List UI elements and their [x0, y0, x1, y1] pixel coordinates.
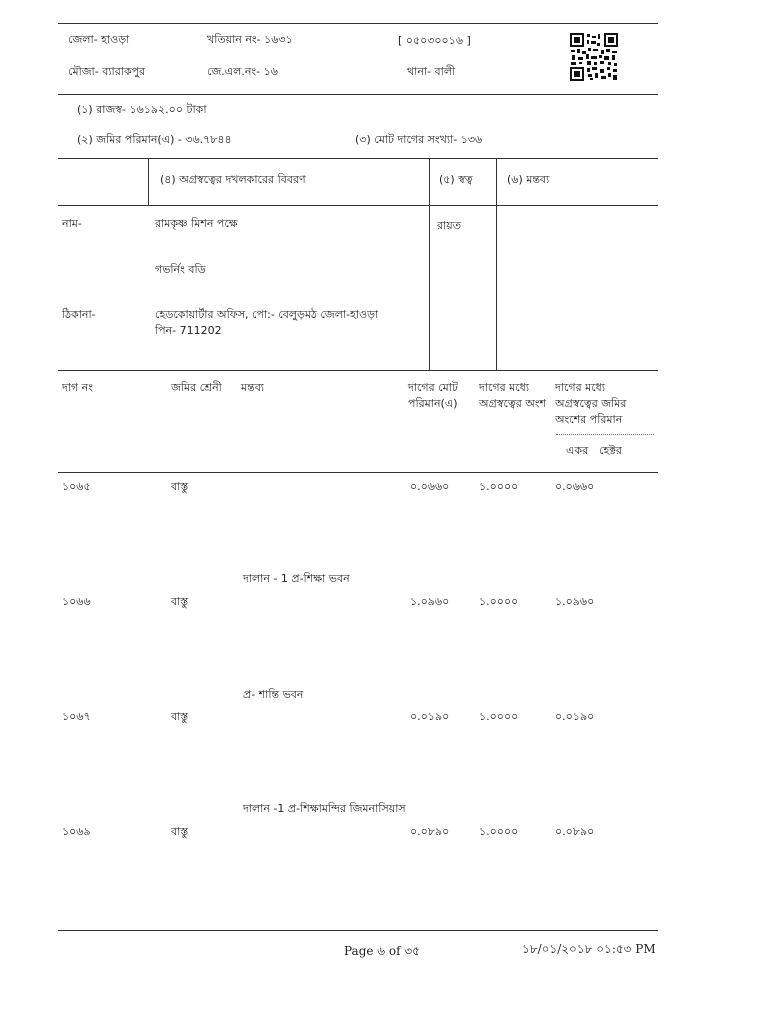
land-area-line: (২) জমির পরিমান(এ) - ৩৬.৭৮৪৪	[77, 133, 232, 146]
table-row-plot-no: ১০৬৫	[62, 480, 91, 493]
table-row-share-area: ১.০৯৬০	[555, 595, 595, 608]
mouza-label: মৌজা- ব্যারাকপুর	[68, 65, 146, 78]
owner-table-bottom-rule	[58, 370, 658, 371]
table-row-total-area: ০.০৮৯০	[410, 825, 450, 838]
right-header: (৫) স্বত্ব	[439, 173, 473, 186]
owner-details-header: (৪) অগ্রস্বত্বের দখলকারের বিবরণ	[160, 173, 306, 186]
district-label: জেলা- হাওড়া	[68, 33, 130, 46]
plot-no-header: দাগ নং	[62, 381, 93, 394]
plot-table-header-rule	[58, 472, 658, 473]
thana-label: থানা- বালী	[407, 65, 456, 78]
table-row-share-area: ০.০১৯০	[555, 710, 595, 723]
share-area-header-line-2: অগ্রস্বত্বের জমির	[555, 397, 627, 410]
table-row-share-area: ০.০৮৯০	[555, 825, 595, 838]
header-bottom-rule	[58, 94, 658, 95]
table-row-land-class: বাস্তু	[171, 480, 189, 493]
owner-name-line-2: গভর্নিং বডি	[155, 263, 206, 276]
record-code: [ ০৫০৩০০১৬ ]	[398, 34, 471, 47]
land-class-header: জমির শ্রেনী	[171, 381, 222, 394]
name-label: নাম-	[62, 217, 82, 230]
remarks-header: (৬) মন্তব্য	[507, 173, 550, 186]
table-row-land-class: বাস্তু	[171, 825, 189, 838]
table-row-share: ১.০০০০	[479, 595, 519, 608]
table-row-total-area: ০.০১৯০	[410, 710, 450, 723]
share-area-header-line-1: দাগের মধ্যে	[555, 381, 606, 394]
total-plots-line: (৩) মোট দাগের সংখ্যা- ১৩৬	[355, 133, 483, 146]
owner-table-divider-3	[496, 158, 497, 370]
print-timestamp: ১৮/০১/২০১৮ ০১:৫৩ PM	[522, 942, 656, 956]
unit-acre: একর	[566, 444, 589, 457]
address-label: ঠিকানা-	[62, 308, 96, 321]
khatian-number: খতিয়ান নং- ১৬৩১	[207, 33, 293, 46]
table-row-share: ১.০০০০	[479, 825, 519, 838]
owner-address-line-1: হেডকোয়ার্টার অফিস, পো:- বেলুড়মঠ জেলা-হাওড়া	[155, 308, 379, 321]
right-type-value: রায়ত	[437, 219, 461, 232]
page-number: Page ৬ of ৩৫	[344, 944, 420, 958]
table-row-remark: প্র- শান্তি ভবন	[243, 688, 304, 701]
jl-number: জে.এল.নং- ১৬	[207, 65, 278, 78]
unit-hectare: হেক্টর	[599, 444, 622, 457]
table-row-share-area: ০.০৬৬০	[555, 480, 595, 493]
owner-table-divider-1	[148, 158, 149, 206]
table-row-remark: দালান -1 প্র-শিক্ষামন্দির জিমনাসিয়াস	[243, 802, 406, 815]
table-row-land-class: বাস্তু	[171, 595, 189, 608]
owner-name-line-1: রামকৃষ্ণ মিশন পক্ষে	[155, 217, 238, 230]
owner-table-divider-2	[429, 158, 430, 370]
table-row-plot-no: ১০৬৯	[62, 825, 91, 838]
total-area-header-line-2: পরিমান(এ)	[408, 397, 458, 410]
table-row-total-area: ০.০৬৬০	[410, 480, 450, 493]
share-area-header-line-3: অংশের পরিমান	[555, 413, 623, 426]
table-row-share: ১.০০০০	[479, 480, 519, 493]
share-header-line-1: দাগের মধ্যে	[479, 381, 530, 394]
owner-address-line-2: পিন- 711202	[155, 324, 222, 337]
table-row-share: ১.০০০০	[479, 710, 519, 723]
table-row-plot-no: ১০৬৭	[62, 710, 91, 723]
table-row-land-class: বাস্তু	[171, 710, 189, 723]
revenue-line: (১) রাজস্ব- ১৬১৯২.০০ টাকা	[77, 103, 207, 116]
footer-rule	[58, 930, 658, 931]
table-row-plot-no: ১০৬৬	[62, 595, 91, 608]
unit-divider	[556, 434, 654, 435]
qr-code-icon	[570, 33, 618, 81]
share-header-line-2: অগ্রস্বত্বের অংশ	[479, 397, 547, 410]
table-row-total-area: ১.০৯৬০	[410, 595, 450, 608]
header-top-rule	[58, 23, 658, 24]
total-area-header-line-1: দাগের মোট	[408, 381, 458, 394]
plot-remarks-header: মন্তব্য	[241, 381, 265, 394]
owner-table-header-rule	[58, 205, 658, 206]
table-row-remark: দালান - 1 প্র-শিক্ষা ভবন	[243, 572, 350, 585]
